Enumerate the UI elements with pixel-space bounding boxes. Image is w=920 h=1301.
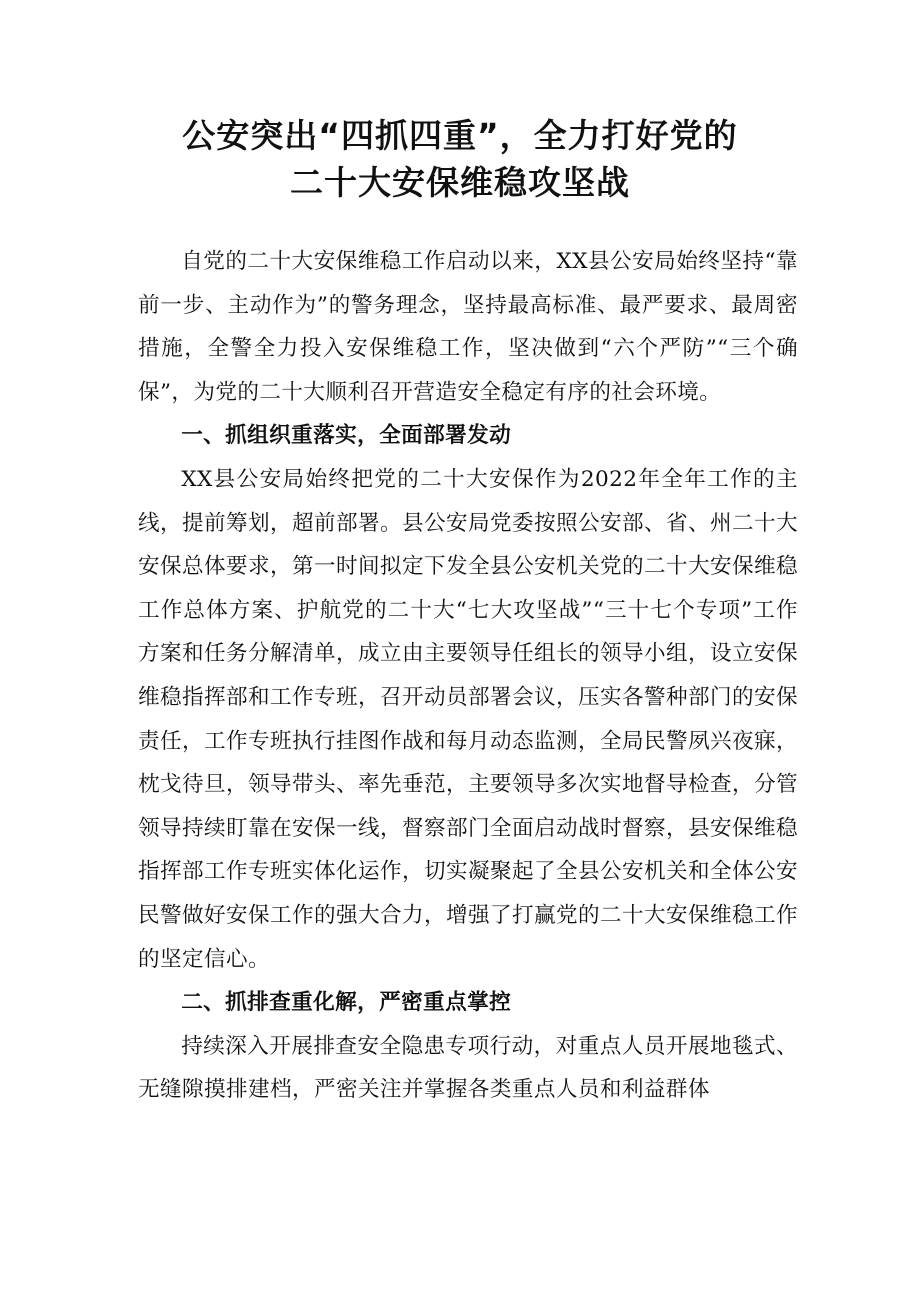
document-title-line-1: 公安突出“四抓四重”，全力打好党的 <box>182 116 738 155</box>
section-heading-1: 一、抓组织重落实，全面部署发动 <box>181 423 512 449</box>
document-body <box>138 240 798 1112</box>
section-heading-2: 二、抓排查重化解，严密重点掌控 <box>181 990 512 1016</box>
document-title-line-2: 二十大安保维稳攻坚战 <box>290 163 630 202</box>
intro-paragraph: 自党的二十大安保维稳工作启动以来，XX县公安局始终坚持“靠前一步、主动作为”的警务理念，坚持最高标准、最严要求、最周密措施，全警全力投入安保维稳工作，坚决做到“六个严防”“三个确保”，为党的二十大顺利召开营造安全稳定有序的社会环境。 <box>138 249 798 405</box>
section-paragraph-1: XX县公安局始终把党的二十大安保作为2022年全年工作的主线，提前筹划，超前部署。县公安局党委按照公安部、省、州二十大安保总体要求，第一时间拟定下发全县公安机关党的二十大安保维稳工作总体方案、护航党的二十大“七大攻坚战”“三十七个专项”工作方案和任务分解清单，成立由主要领导任组长的领导小组，设立安保维稳指挥部和工作专班，召开动员部署会议，压实各警种部门的安保责任，工作专班执行挂图作战和每月动态监测，全局民警夙兴夜寐，枕戈待旦，领导带头、率先垂范，主要领导多次实地督导检查，分管领导持续盯靠在安保一线，督察部门全面启动战时督察，县安保维稳指挥部工作专班实体化运作，切实凝聚起了全县公安机关和全体公安民警做好安保工作的强大合力，增强了打赢党的二十大安保维稳工作的坚定信心。 <box>138 466 798 972</box>
section-paragraph-2: 持续深入开展排查安全隐患专项行动，对重点人员开展地毯式、无缝隙摸排建档，严密关注并掌握各类重点人员和利益群体 <box>138 1033 798 1103</box>
